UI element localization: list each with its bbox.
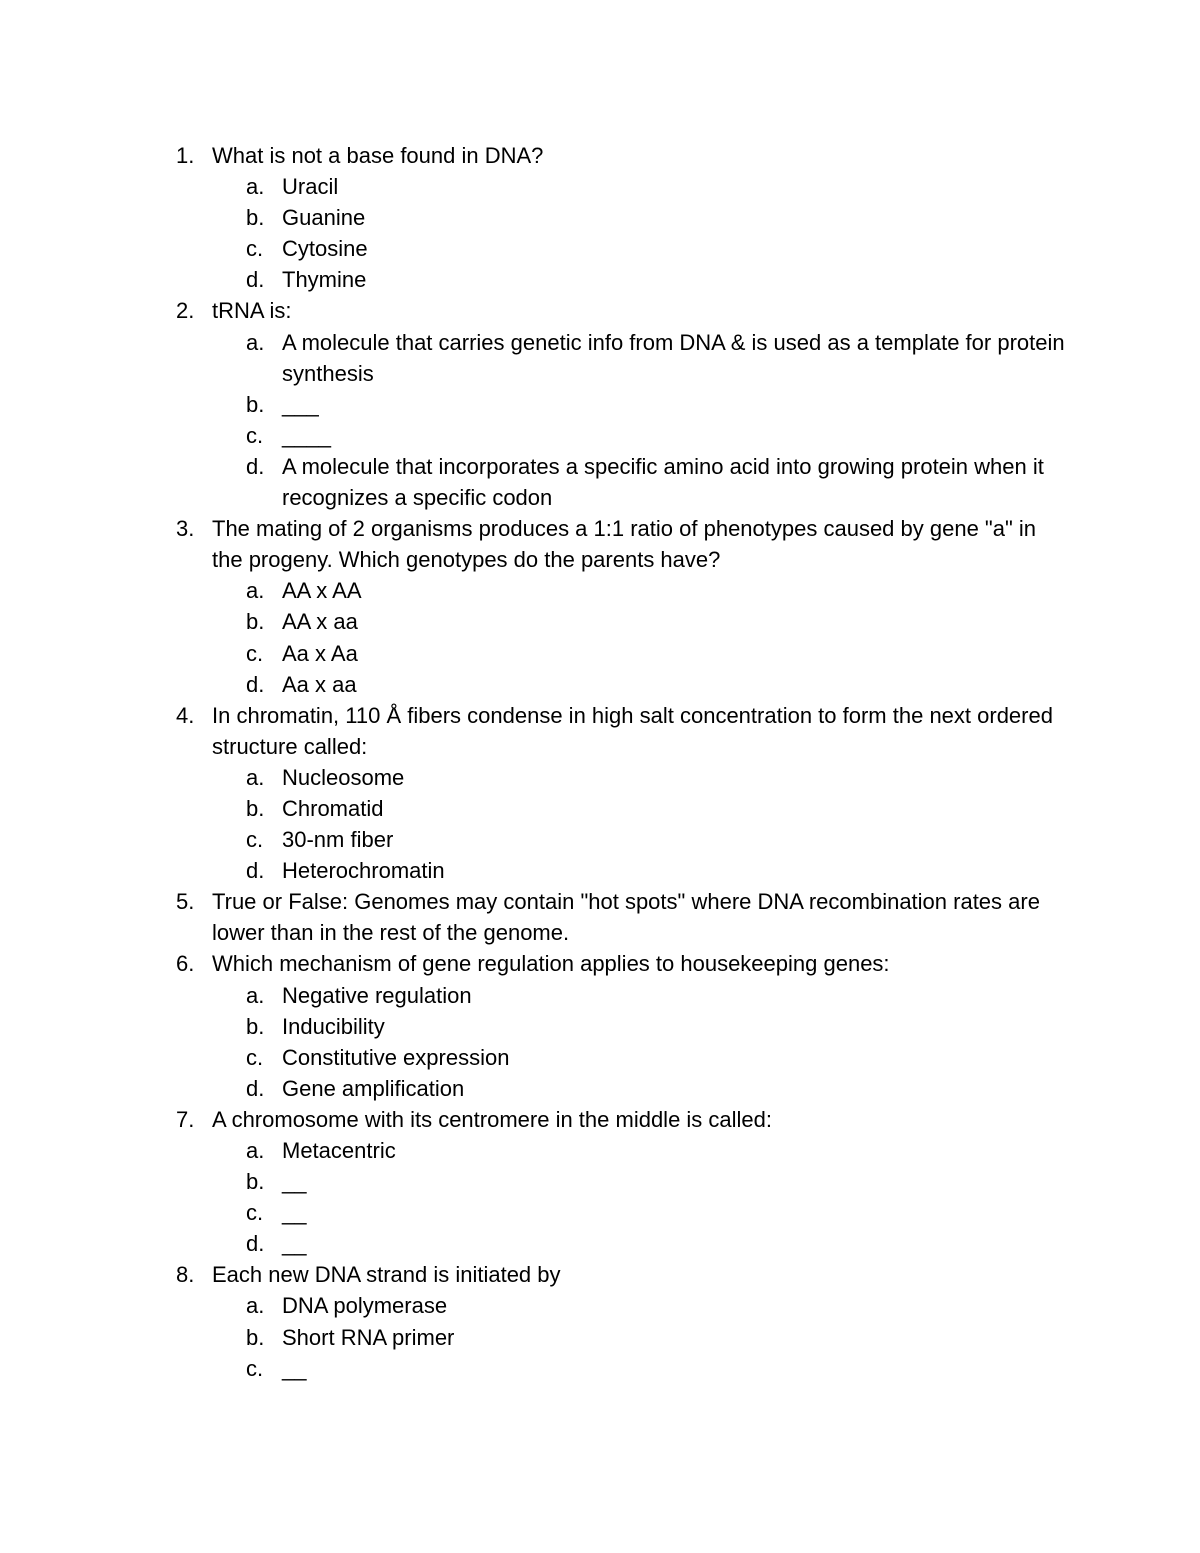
- question-number: 1.: [176, 143, 195, 168]
- question-number: 6.: [176, 951, 195, 977]
- answer-option: [0, 1073, 1200, 1104]
- answer-options: [0, 980, 1200, 1104]
- option-text: Chromatid: [282, 795, 384, 821]
- option-text: Metacentric: [282, 1138, 396, 1163]
- option-text: 30-nm fiber: [282, 827, 394, 853]
- answer-option: [0, 202, 1200, 233]
- answer-options: [0, 575, 1200, 699]
- option-text: __: [282, 1355, 307, 1381]
- option-letter: a.: [246, 764, 265, 790]
- option-letter: b.: [246, 609, 265, 635]
- answer-option: [0, 575, 1200, 606]
- option-letter: c.: [246, 827, 264, 853]
- option-text: __: [282, 1200, 307, 1226]
- option-text: A molecule that incorporates a specific amino acid into growing protein when it recognizes a specific codon: [282, 453, 1044, 511]
- answer-options: [0, 762, 1200, 886]
- question-number: 8.: [176, 1262, 195, 1288]
- answer-option: [0, 1197, 1200, 1228]
- option-text: AA x AA: [282, 578, 362, 604]
- question-item: [0, 295, 1200, 326]
- option-text: __: [282, 1169, 307, 1195]
- answer-options: [0, 171, 1200, 295]
- question-item: [0, 948, 1200, 979]
- option-text: Cytosine: [282, 236, 368, 262]
- answer-option: [0, 1228, 1200, 1259]
- answer-option: [0, 606, 1200, 637]
- answer-option: [0, 1353, 1200, 1384]
- option-text: Uracil: [282, 174, 339, 200]
- option-text: A molecule that carries genetic info from DNA & is used as a template for protein synthesis: [282, 329, 1065, 386]
- answer-option: [0, 638, 1200, 669]
- option-letter: a.: [246, 174, 265, 200]
- answer-option: [0, 980, 1200, 1011]
- option-letter: b.: [246, 391, 265, 417]
- question-text: What is not a base found in DNA?: [212, 143, 544, 168]
- option-letter: d.: [246, 858, 265, 884]
- question-number: 2.: [176, 298, 195, 324]
- answer-option: [0, 1322, 1200, 1353]
- option-letter: d.: [246, 267, 265, 293]
- question-text: Which mechanism of gene regulation applies to housekeeping genes:: [212, 951, 890, 977]
- option-text: Heterochromatin: [282, 858, 445, 884]
- question-number: 7.: [176, 1106, 195, 1132]
- answer-option: [0, 1290, 1200, 1321]
- option-text: DNA polymerase: [282, 1293, 448, 1319]
- answer-options: [0, 1290, 1200, 1383]
- option-letter: d.: [246, 453, 265, 479]
- answer-option: [0, 233, 1200, 264]
- question-item: [0, 513, 1200, 575]
- option-text: Aa x Aa: [282, 640, 358, 666]
- answer-option: [0, 420, 1200, 451]
- question-text: tRNA is:: [212, 298, 292, 324]
- option-letter: c.: [246, 1044, 264, 1070]
- answer-option: [0, 669, 1200, 700]
- option-text: Aa x aa: [282, 671, 357, 697]
- question-item: [0, 1259, 1200, 1290]
- answer-option: [0, 1042, 1200, 1073]
- answer-option: [0, 264, 1200, 295]
- option-letter: a.: [246, 578, 265, 604]
- question-item: [0, 1104, 1200, 1135]
- option-text: Constitutive expression: [282, 1044, 510, 1070]
- question-text: In chromatin, 110 Å fibers condense in high salt concentration to form the next ordered structure called:: [212, 702, 1053, 759]
- option-text: __: [282, 1231, 307, 1257]
- answer-option: [0, 451, 1200, 513]
- option-letter: c.: [246, 422, 264, 448]
- option-text: Thymine: [282, 267, 367, 293]
- option-letter: c.: [246, 1200, 264, 1226]
- answer-option: [0, 824, 1200, 855]
- option-letter: a.: [246, 1293, 265, 1319]
- option-letter: a.: [246, 329, 265, 355]
- answer-option: [0, 762, 1200, 793]
- option-letter: d.: [246, 671, 265, 697]
- option-letter: c.: [246, 640, 264, 666]
- option-text: ___: [282, 391, 319, 417]
- question-number: 4.: [176, 702, 195, 728]
- option-text: Negative regulation: [282, 982, 472, 1008]
- question-number: 5.: [176, 889, 195, 915]
- option-text: Short RNA primer: [282, 1324, 455, 1350]
- answer-options: [0, 1135, 1200, 1259]
- question-text: A chromosome with its centromere in the middle is called:: [212, 1106, 773, 1132]
- answer-option: [0, 171, 1200, 202]
- answer-option: [0, 389, 1200, 420]
- option-letter: b.: [246, 205, 265, 231]
- option-letter: d.: [246, 1231, 265, 1257]
- option-letter: c.: [246, 1355, 264, 1381]
- question-text: True or False: Genomes may contain "hot spots" where DNA recombination rates are lower than in the rest of the genome.: [212, 889, 1040, 946]
- answer-option: [0, 327, 1200, 389]
- option-text: Nucleosome: [282, 764, 405, 790]
- answer-option: [0, 1011, 1200, 1042]
- question-item: [0, 700, 1200, 762]
- answer-option: [0, 1166, 1200, 1197]
- question-text: The mating of 2 organisms produces a 1:1 ratio of phenotypes caused by gene "a" in the progeny. Which genotypes do the parents have?: [212, 516, 1037, 573]
- answer-options: [0, 327, 1200, 514]
- option-letter: b.: [246, 1324, 265, 1350]
- option-text: Gene amplification: [282, 1075, 465, 1101]
- answer-option: [0, 1135, 1200, 1166]
- option-letter: d.: [246, 1075, 265, 1101]
- option-text: Guanine: [282, 205, 366, 231]
- question-item: [0, 886, 1200, 948]
- question-item: [0, 140, 1200, 171]
- option-text: AA x aa: [282, 609, 358, 635]
- option-letter: a.: [246, 1138, 265, 1163]
- question-list: [0, 140, 1200, 1384]
- answer-option: [0, 793, 1200, 824]
- option-letter: b.: [246, 795, 265, 821]
- option-letter: a.: [246, 982, 265, 1008]
- option-letter: b.: [246, 1169, 265, 1195]
- option-letter: b.: [246, 1013, 265, 1039]
- option-text: Inducibility: [282, 1013, 385, 1039]
- option-letter: c.: [246, 236, 264, 262]
- answer-option: [0, 855, 1200, 886]
- question-text: Each new DNA strand is initiated by: [212, 1262, 561, 1288]
- option-text: ____: [282, 422, 331, 448]
- question-number: 3.: [176, 516, 195, 542]
